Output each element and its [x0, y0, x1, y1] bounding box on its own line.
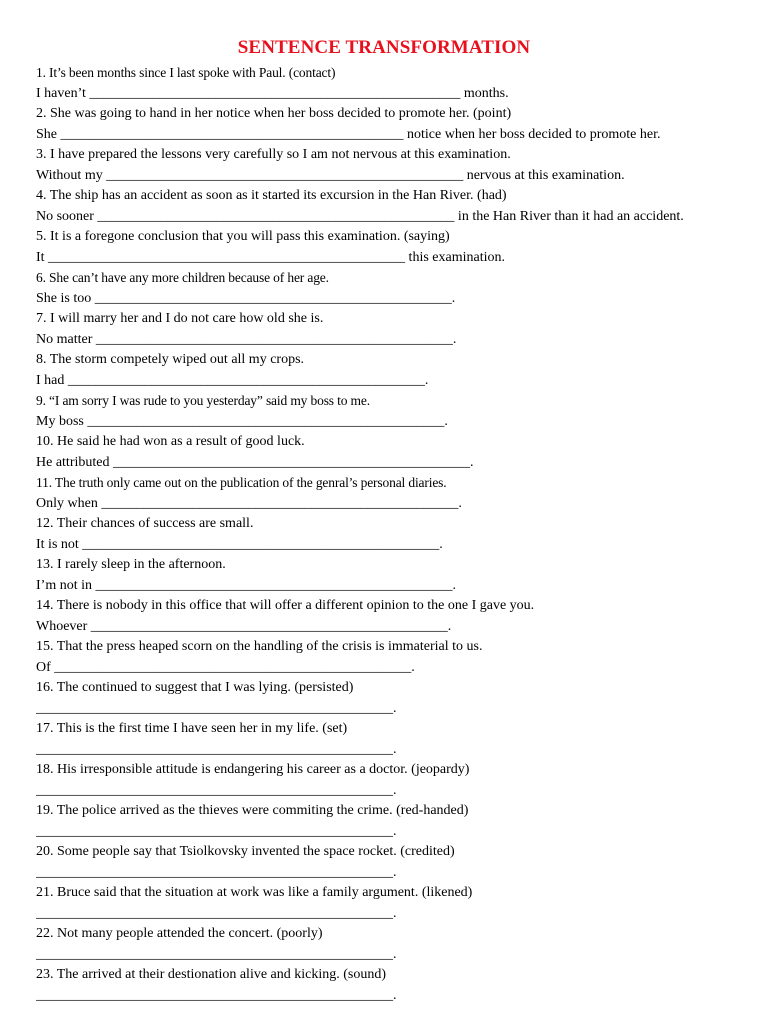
exercise-question: 13. I rarely sleep in the afternoon.	[36, 557, 226, 572]
exercise-item	[36, 801, 756, 842]
exercise-item	[36, 309, 756, 350]
exercise-question: 20. Some people say that Tsiolkovsky invented the space rocket. (credited)	[36, 844, 455, 859]
answer-line: My boss ___________________________________________________.	[36, 413, 448, 429]
answer-line: I had ___________________________________________________.	[36, 372, 429, 388]
exercise-question: 23. The arrived at their destionation alive and kicking. (sound)	[36, 967, 387, 982]
exercise-item	[36, 883, 756, 924]
exercise-question: 5. It is a foregone conclusion that you will pass this examination. (saying)	[36, 229, 450, 244]
answer-line: ___________________________________________________.	[36, 987, 397, 1003]
exercise-question: 15. That the press heaped scorn on the handling of the crisis is immaterial to us.	[36, 639, 483, 654]
exercise-item	[36, 842, 756, 883]
answer-line: ___________________________________________________.	[36, 946, 397, 962]
exercise-item	[36, 555, 756, 596]
exercise-item	[36, 965, 756, 1006]
exercise-item	[36, 145, 756, 186]
exercise-question: 22. Not many people attended the concert. (poorly)	[36, 926, 323, 941]
answer-line: ___________________________________________________.	[36, 741, 397, 757]
exercise-item	[36, 678, 756, 719]
exercise-item	[36, 473, 756, 514]
exercise-item	[36, 63, 756, 104]
exercise-item	[36, 596, 756, 637]
exercise-question: 1. It’s been months since I last spoke with Paul. (contact)	[36, 65, 336, 80]
answer-line: No matter ___________________________________________________.	[36, 331, 457, 347]
exercise-item	[36, 350, 756, 391]
exercise-question: 6. She can’t have any more children because of her age.	[36, 270, 329, 285]
exercise-item	[36, 186, 756, 227]
exercise-question: 4. The ship has an accident as soon as it started its excursion in the Han River. (had)	[36, 188, 507, 203]
answer-line: Of ___________________________________________________.	[36, 659, 415, 675]
exercise-question: 7. I will marry her and I do not care how old she is.	[36, 311, 324, 326]
worksheet-title: SENTENCE TRANSFORMATION	[237, 37, 531, 58]
exercise-item	[36, 760, 756, 801]
exercise-question: 11. The truth only came out on the publication of the genral’s personal diaries.	[36, 475, 447, 490]
exercise-item	[36, 719, 756, 760]
exercise-question: 18. His irresponsible attitude is endangering his career as a doctor. (jeopardy)	[36, 762, 470, 777]
answer-line: I’m not in ___________________________________________________.	[36, 577, 456, 593]
exercise-question: 19. The police arrived as the thieves were commiting the crime. (red-handed)	[36, 803, 469, 818]
exercise-question: 21. Bruce said that the situation at work was like a family argument. (likened)	[36, 885, 473, 900]
exercise-item	[36, 924, 756, 965]
answer-line: It is not ___________________________________________________.	[36, 536, 443, 552]
answer-line: She _________________________________________________ notice when her boss decided to promote her.	[36, 126, 661, 142]
exercise-item	[36, 432, 756, 473]
answer-line: Whoever ___________________________________________________.	[36, 618, 452, 634]
exercise-item	[36, 104, 756, 145]
answer-line: ___________________________________________________.	[36, 905, 397, 921]
exercise-item	[36, 227, 756, 268]
answer-line: I haven’t _____________________________________________________ months.	[36, 85, 509, 101]
answer-line: It ___________________________________________________ this examination.	[36, 249, 505, 265]
answer-line: Without my ___________________________________________________ nervous at this examination.	[36, 167, 625, 183]
exercise-question: 2. She was going to hand in her notice when her boss decided to promote her. (point)	[36, 106, 512, 121]
exercise-question: 8. The storm competely wiped out all my crops.	[36, 352, 305, 367]
answer-line: ___________________________________________________.	[36, 823, 397, 839]
answer-line: Only when ___________________________________________________.	[36, 495, 462, 511]
answer-line: He attributed ___________________________________________________.	[36, 454, 474, 470]
exercise-item	[36, 514, 756, 555]
exercise-item	[36, 391, 756, 432]
exercise-item	[36, 268, 756, 309]
exercise-question: 16. The continued to suggest that I was lying. (persisted)	[36, 680, 354, 695]
answer-line: No sooner ___________________________________________________ in the Han River than it had an accident.	[36, 208, 684, 224]
exercise-list	[36, 63, 756, 1006]
exercise-question: 10. He said he had won as a result of good luck.	[36, 434, 305, 449]
exercise-question: 12. Their chances of success are small.	[36, 516, 254, 531]
answer-line: ___________________________________________________.	[36, 864, 397, 880]
answer-line: ___________________________________________________.	[36, 782, 397, 798]
exercise-item	[36, 637, 756, 678]
answer-line: ___________________________________________________.	[36, 700, 397, 716]
exercise-question: 3. I have prepared the lessons very carefully so I am not nervous at this examination.	[36, 147, 511, 162]
exercise-question: 9. “I am sorry I was rude to you yesterday” said my boss to me.	[36, 393, 370, 408]
answer-line: She is too ___________________________________________________.	[36, 290, 456, 306]
exercise-question: 14. There is nobody in this office that will offer a different opinion to the one I gave you.	[36, 598, 535, 613]
exercise-question: 17. This is the first time I have seen her in my life. (set)	[36, 721, 348, 736]
